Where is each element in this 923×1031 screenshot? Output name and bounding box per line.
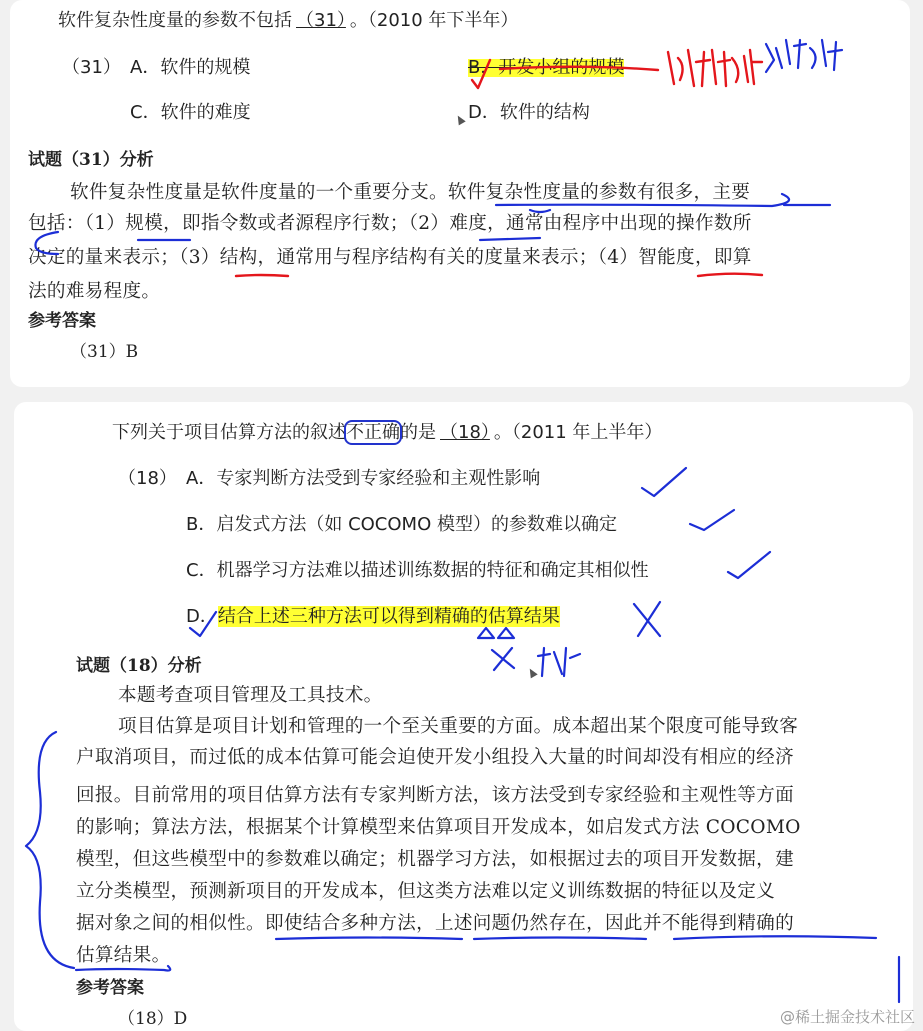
analysis-line: 立分类模型，预测新项目的开发成本，但这类方法难以定义训练数据的特征以及定义 xyxy=(76,881,776,902)
question-18-stem: 下列关于项目估算方法的叙述不正确的是 （18） 。（2011 年上半年） xyxy=(112,422,663,443)
option-b: B．开发小组的规模 xyxy=(468,57,625,78)
option-c: C．软件的难度 xyxy=(130,102,251,123)
option-d: D．软件的结构 xyxy=(468,102,590,123)
answer-value: （18）D xyxy=(118,1009,188,1029)
question-31-stem: 软件复杂性度量的参数不包括 （31） 。（2010 年下半年） xyxy=(58,10,519,31)
check-mark-icon xyxy=(690,510,734,530)
cross-mark-icon xyxy=(492,648,514,670)
analysis-heading: 试题（31）分析 xyxy=(28,150,154,170)
check-mark-icon xyxy=(642,468,686,496)
option-b: B．启发式方法（如 COCOMO 模型）的参数难以确定 xyxy=(186,514,617,535)
boxed-keyword: 不正确 xyxy=(346,422,400,443)
analysis-line: 据对象之间的相似性。即使结合多种方法，上述问题仍然存在，因此并不能得到精确的 xyxy=(76,913,794,934)
analysis-line: 估算结果。 xyxy=(76,945,171,966)
analysis-heading: 试题（18）分析 xyxy=(76,656,202,676)
analysis-line: 项目估算是项目计划和管理的一个至关重要的方面。成本超出某个限度可能导致客 xyxy=(118,716,799,737)
analysis-line: 户取消项目，而过低的成本估算可能会迫使开发小组投入大量的时间却没有相应的经济 xyxy=(76,747,794,768)
check-mark-icon xyxy=(728,552,770,578)
answer-blank: （18） xyxy=(440,422,490,443)
answer-blank: （31） xyxy=(296,10,346,31)
answer-heading: 参考答案 xyxy=(76,978,144,998)
analysis-line: 包括：（1）规模，即指令数或者源程序行数；（2）难度，通常由程序中出现的操作数所 xyxy=(28,213,752,234)
option-d: D．结合上述三种方法可以得到精确的估算结果 xyxy=(186,606,560,627)
mouse-cursor-icon xyxy=(454,114,465,126)
analysis-line: 的影响；算法方法，根据某个计算模型来估算项目开发成本，如启发式方法 COCOMO xyxy=(76,817,801,838)
analysis-line: 模型，但这些模型中的参数难以确定；机器学习方法，如根据过去的项目开发数据，建 xyxy=(76,849,794,870)
option-c: C．机器学习方法难以描述训练数据的特征和确定其相似性 xyxy=(186,560,649,581)
analysis-line: 软件复杂性度量是软件度量的一个重要分支。软件复杂性度量的参数有很多，主要 xyxy=(70,182,751,203)
option-a: A．专家判断方法受到专家经验和主观性影响 xyxy=(186,468,541,489)
analysis-line: 回报。目前常用的项目估算方法有专家判断方法，该方法受到专家经验和主观性等方面 xyxy=(76,785,794,806)
cross-mark-icon xyxy=(634,602,660,636)
option-a: A．软件的规模 xyxy=(130,57,251,78)
question-18-card xyxy=(14,402,913,1031)
analysis-line: 法的难易程度。 xyxy=(28,281,161,302)
question-number: （18） xyxy=(118,468,177,489)
analysis-line: 决定的量来表示；（3）结构，通常用与程序结构有关的度量来表示；（4）智能度，即算 xyxy=(28,247,752,268)
analysis-intro: 本题考查项目管理及工具技术。 xyxy=(118,685,383,706)
answer-value: （31）B xyxy=(70,342,139,362)
answer-heading: 参考答案 xyxy=(28,311,96,331)
mouse-cursor-icon xyxy=(526,667,537,679)
question-31-card xyxy=(10,0,910,387)
question-number: （31） xyxy=(62,57,121,78)
watermark: @稀土掘金技术社区 xyxy=(779,1008,915,1026)
